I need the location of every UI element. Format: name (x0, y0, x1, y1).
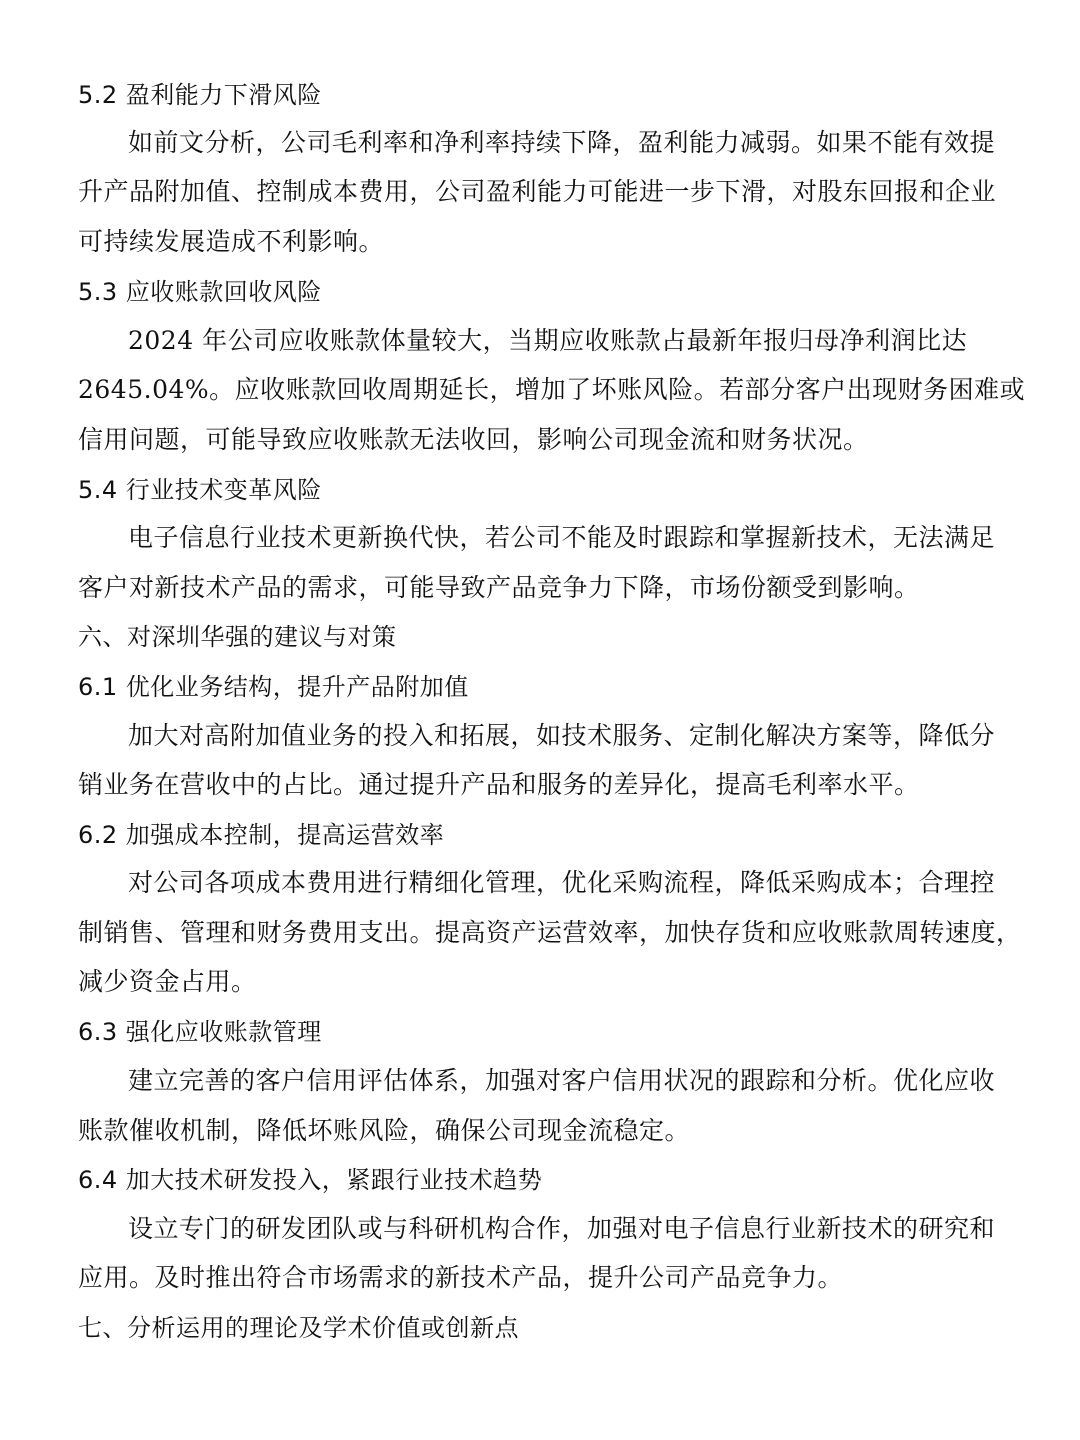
paragraph-line: 电子信息行业技术更新换代快，若公司不能及时跟踪和掌握新技术，无法满足 (128, 523, 996, 552)
section-heading-6-3: 6.3 强化应收账款管理 (78, 1018, 322, 1046)
paragraph-line: 账款催收机制，降低坏账风险，确保公司现金流稳定。 (78, 1116, 691, 1145)
paragraph-line: 制销售、管理和财务费用支出。提高资产运营效率，加快存货和应收账款周转速度， (78, 918, 1022, 947)
paragraph-line: 升产品附加值、控制成本费用，公司盈利能力可能进一步下滑，对股东回报和企业 (78, 177, 997, 206)
paragraph-line: 减少资金占用。 (78, 967, 257, 996)
section-heading-5-2: 5.2 盈利能力下滑风险 (78, 81, 322, 109)
paragraph-line: 客户对新技术产品的需求，可能导致产品竞争力下降，市场份额受到影响。 (78, 573, 920, 602)
paragraph-line: 销业务在营收中的占比。通过提升产品和服务的差异化，提高毛利率水平。 (78, 770, 920, 799)
paragraph-line: 建立完善的客户信用评估体系，加强对客户信用状况的跟踪和分析。优化应收 (128, 1066, 996, 1095)
chapter-heading-6: 六、对深圳华强的建议与对策 (78, 623, 397, 651)
section-heading-6-4: 6.4 加大技术研发投入，紧跟行业技术趋势 (78, 1166, 543, 1194)
paragraph-line: 设立专门的研发团队或与科研机构合作，加强对电子信息行业新技术的研究和 (128, 1214, 996, 1243)
section-heading-5-3: 5.3 应收账款回收风险 (78, 278, 322, 306)
paragraph-line: 对公司各项成本费用进行精细化管理，优化采购流程，降低采购成本；合理控 (128, 868, 996, 897)
paragraph-line: 2024 年公司应收账款体量较大，当期应收账款占最新年报归母净利润比达 (128, 326, 968, 355)
paragraph-line: 应用。及时推出符合市场需求的新技术产品，提升公司产品竞争力。 (78, 1263, 844, 1292)
section-heading-5-4: 5.4 行业技术变革风险 (78, 476, 322, 504)
paragraph-line: 2645.04%。应收账款回收周期延长，增加了坏账风险。若部分客户出现财务困难或 (78, 375, 1026, 404)
chapter-heading-7: 七、分析运用的理论及学术价值或创新点 (78, 1314, 519, 1342)
paragraph-line: 如前文分析，公司毛利率和净利率持续下降，盈利能力减弱。如果不能有效提 (128, 128, 996, 157)
paragraph-line: 信用问题，可能导致应收账款无法收回，影响公司现金流和财务状况。 (78, 425, 869, 454)
section-heading-6-2: 6.2 加强成本控制，提高运营效率 (78, 821, 445, 849)
section-heading-6-1: 6.1 优化业务结构，提升产品附加值 (78, 673, 469, 701)
paragraph-line: 可持续发展造成不利影响。 (78, 227, 385, 256)
paragraph-line: 加大对高附加值业务的投入和拓展，如技术服务、定制化解决方案等，降低分 (128, 721, 996, 750)
